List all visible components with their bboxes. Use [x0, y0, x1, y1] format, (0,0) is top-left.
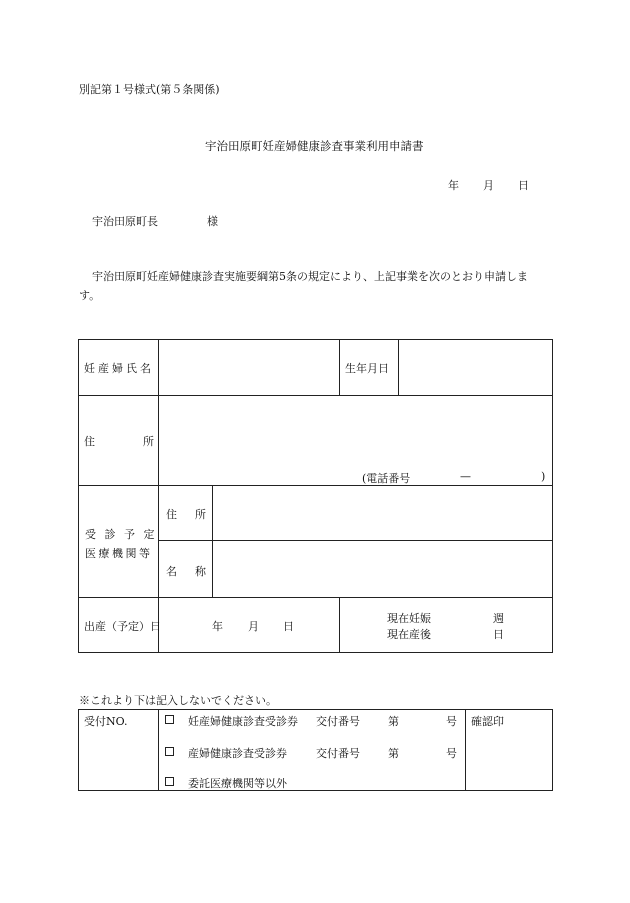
- issue-no-prefix: 第: [388, 715, 399, 728]
- honorific: 様: [207, 215, 218, 228]
- clinic-name-label-char-2: 称: [195, 565, 206, 578]
- due-year-unit: 年: [212, 620, 223, 633]
- checkbox-postpartum-checkup[interactable]: [165, 745, 174, 758]
- confirmation-seal-label: 確認印: [471, 715, 504, 728]
- clinic-name-label-char-1: 名: [166, 565, 177, 578]
- issue-number-label: 交付番号: [316, 715, 360, 728]
- issue-number-label: 交付番号: [316, 747, 360, 760]
- date-day: 日: [518, 179, 529, 192]
- addressee: 宇治田原町長: [92, 215, 158, 228]
- phone-dash: —: [460, 470, 471, 483]
- address-label-char-1: 住: [84, 435, 95, 448]
- address-label-char-2: 所: [143, 435, 154, 448]
- issue-no-suffix: 号: [446, 747, 457, 760]
- option-label: 妊産婦健康診査受診券: [188, 715, 298, 728]
- clinic-name-field[interactable]: [214, 542, 551, 595]
- clinic-label-line-2: 医療機関等: [85, 547, 153, 560]
- postpartum-label: 現在産後: [387, 628, 431, 641]
- clinic-address-field[interactable]: [214, 487, 551, 538]
- statement-line-2: す。: [79, 289, 101, 302]
- postpartum-day-unit: 日: [493, 628, 504, 641]
- office-use-note: ※これより下は記入しないでください。: [79, 694, 277, 707]
- date-year: 年: [448, 179, 459, 192]
- issue-no-suffix: 号: [446, 715, 457, 728]
- pregnant-label: 現在妊娠: [387, 612, 431, 625]
- issue-no-prefix: 第: [388, 747, 399, 760]
- name-field[interactable]: [160, 341, 337, 393]
- date-month: 月: [483, 179, 494, 192]
- option-label: 産婦健康診査受診券: [188, 747, 287, 760]
- option-label: 委託医療機関等以外: [188, 777, 287, 790]
- due-month-unit: 月: [248, 620, 259, 633]
- birthdate-field[interactable]: [400, 341, 551, 393]
- clinic-label-line-1: 受 診 予 定: [85, 528, 157, 541]
- phone-label: (電話番号: [362, 472, 411, 485]
- due-date-field[interactable]: [160, 599, 337, 651]
- receipt-number-label: 受付NO.: [84, 715, 128, 728]
- due-day-unit: 日: [283, 620, 294, 633]
- birthdate-label: 生年月日: [345, 362, 389, 375]
- page-title: 宇治田原町妊産婦健康診査事業利用申請書: [205, 139, 424, 153]
- phone-close: ): [541, 470, 546, 483]
- pregnant-week-unit: 週: [493, 612, 504, 625]
- checkbox-non-contracted[interactable]: [165, 775, 174, 788]
- statement-line-1: 宇治田原町妊産婦健康診査実施要綱第5条の規定により、上記事業を次のとおり申請しま: [92, 270, 528, 283]
- clinic-address-label-char-1: 住: [166, 508, 177, 521]
- form-number: 別記第１号様式(第５条関係): [79, 83, 220, 96]
- due-date-label: 出産（予定）日: [84, 620, 161, 633]
- address-field[interactable]: [160, 397, 551, 463]
- name-label: 妊産婦氏名: [84, 362, 154, 375]
- clinic-address-label-char-2: 所: [195, 508, 206, 521]
- checkbox-maternity-checkup[interactable]: [165, 713, 174, 726]
